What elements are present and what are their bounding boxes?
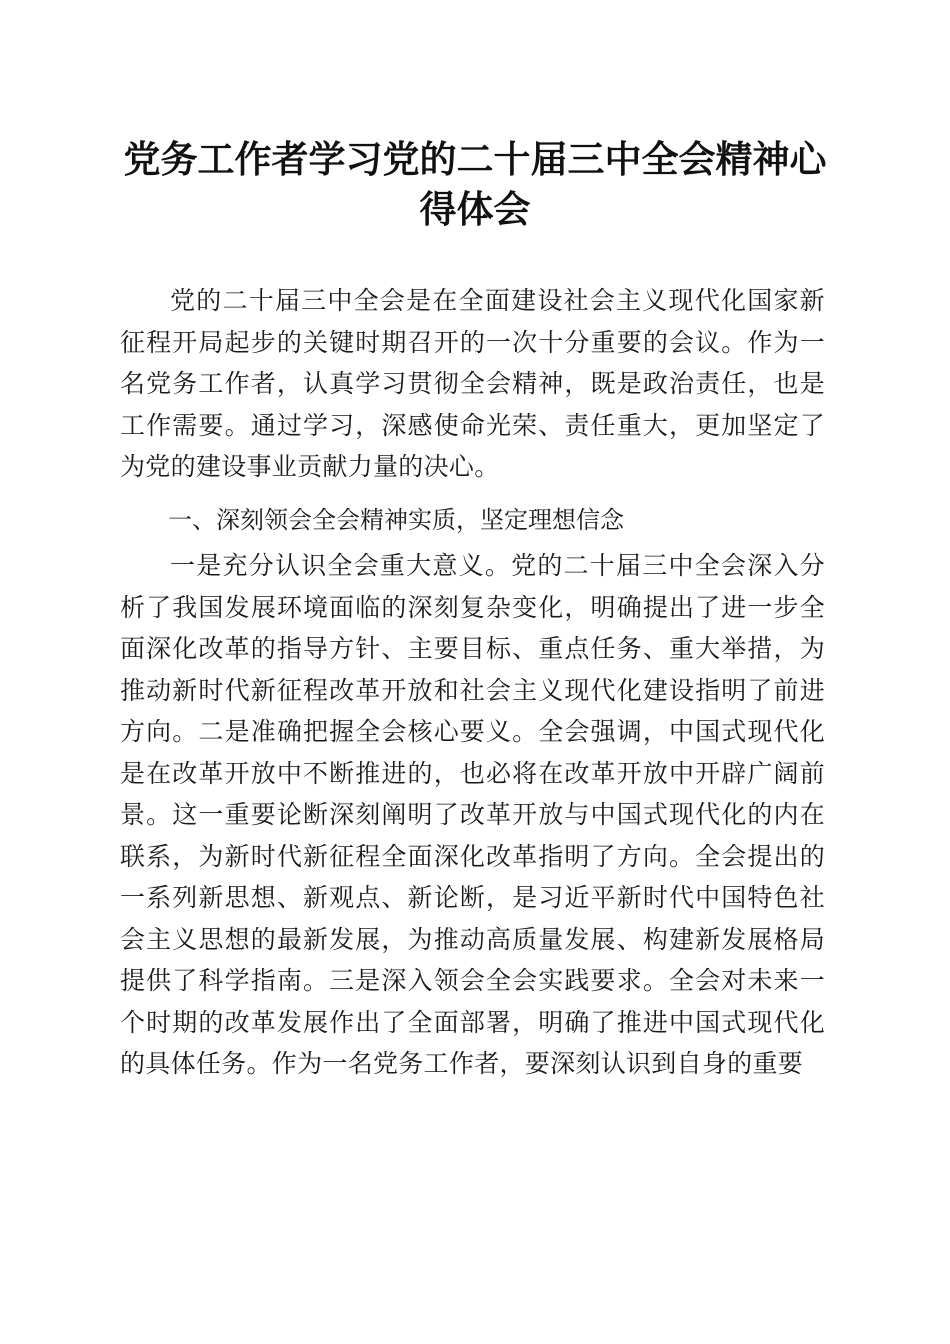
section-heading: 一、深刻领会全会精神实质，坚定理想信念 — [168, 506, 624, 534]
document-title: 党务工作者学习党的二十届三中全会精神心得体会 — [123, 137, 827, 231]
intro-paragraph: 党的二十届三中全会是在全面建设社会主义现代化国家新征程开局起步的关键时期召开的一次十分重要的会议。作为一名党务工作者，认真学习贯彻全会精神，既是政治责任，也是工作需要。通过学习，深感使命光荣、责任重大，更加坚定了为党的建设事业贡献力量的决心。 — [120, 286, 825, 481]
body-paragraph: 一是充分认识全会重大意义。党的二十届三中全会深入分析了我国发展环境面临的深刻复杂变化，明确提出了进一步全面深化改革的指导方针、主要目标、重点任务、重大举措，为推动新时代新征程改革开放和社会主义现代化建设指明了前进方向。二是准确把握全会核心要义。全会强调，中国式现代化是在改革开放中不断推进的，也必将在改革开放中开辟广阔前景。这一重要论断深刻阐明了改革开放与中国式现代化的内在联系，为新时代新征程全面深化改革指明了方向。全会提出的一系列新思想、新观点、新论断，是习近平新时代中国特色社会主义思想的最新发展，为推动高质量发展、构建新发展格局提供了科学指南。三是深入领会全会实践要求。全会对未来一个时期的改革发展作出了全面部署，明确了推进中国式现代化的具体任务。作为一名党务工作者，要深刻认识到自身的重要 — [120, 551, 825, 1078]
